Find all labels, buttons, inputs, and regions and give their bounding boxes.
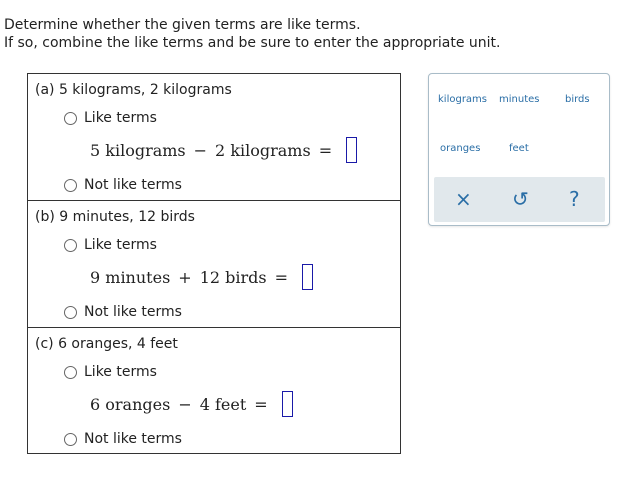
unit-birds-button[interactable]: birds bbox=[565, 94, 590, 105]
expression bbox=[90, 391, 293, 417]
equals-sign: = bbox=[318, 140, 333, 160]
like-terms-option[interactable] bbox=[64, 110, 157, 126]
instruction-line-2: If so, combine the like terms and be sure to enter the appropriate unit. bbox=[4, 35, 501, 51]
help-icon[interactable]: ? bbox=[569, 187, 580, 211]
option-label: Like terms bbox=[84, 237, 157, 253]
not-like-terms-option[interactable] bbox=[64, 304, 182, 320]
part-a bbox=[28, 74, 400, 201]
answer-input[interactable] bbox=[346, 137, 357, 163]
radio-button[interactable] bbox=[64, 366, 77, 379]
like-terms-option[interactable] bbox=[64, 364, 157, 380]
radio-button[interactable] bbox=[64, 179, 77, 192]
part-title: (c) 6 oranges, 4 feet bbox=[35, 336, 178, 352]
like-terms-option[interactable] bbox=[64, 237, 157, 253]
option-label: Like terms bbox=[84, 110, 157, 126]
expression-right: 4 feet bbox=[199, 394, 247, 414]
unit-oranges-button[interactable]: oranges bbox=[440, 143, 481, 154]
unit-minutes-button[interactable]: minutes bbox=[499, 94, 540, 105]
operator: − bbox=[178, 394, 192, 414]
instructions bbox=[4, 16, 501, 52]
answer-input[interactable] bbox=[302, 264, 313, 290]
expression-left: 6 oranges bbox=[90, 394, 171, 414]
option-label: Not like terms bbox=[84, 177, 182, 193]
unit-feet-button[interactable]: feet bbox=[509, 143, 529, 154]
radio-button[interactable] bbox=[64, 306, 77, 319]
radio-button[interactable] bbox=[64, 239, 77, 252]
expression-right: 12 birds bbox=[199, 267, 267, 287]
not-like-terms-option[interactable] bbox=[64, 177, 182, 193]
expression bbox=[90, 137, 357, 163]
expression-right: 2 kilograms bbox=[215, 140, 311, 160]
operator: + bbox=[178, 267, 192, 287]
answer-input[interactable] bbox=[282, 391, 293, 417]
undo-icon[interactable]: ↺ bbox=[512, 187, 529, 211]
part-title: (b) 9 minutes, 12 birds bbox=[35, 209, 195, 225]
radio-button[interactable] bbox=[64, 112, 77, 125]
option-label: Not like terms bbox=[84, 431, 182, 447]
expression-left: 9 minutes bbox=[90, 267, 171, 287]
part-b bbox=[28, 200, 400, 328]
question-box bbox=[27, 73, 401, 454]
part-title: (a) 5 kilograms, 2 kilograms bbox=[35, 82, 232, 98]
expression-left: 5 kilograms bbox=[90, 140, 186, 160]
equals-sign: = bbox=[274, 267, 288, 287]
option-label: Not like terms bbox=[84, 304, 182, 320]
clear-icon[interactable]: × bbox=[455, 187, 472, 211]
not-like-terms-option[interactable] bbox=[64, 431, 182, 447]
unit-kilograms-button[interactable]: kilograms bbox=[438, 94, 488, 105]
radio-button[interactable] bbox=[64, 433, 77, 446]
unit-palette bbox=[428, 73, 610, 226]
operator: − bbox=[193, 140, 208, 160]
part-c bbox=[28, 327, 400, 454]
equals-sign: = bbox=[254, 394, 268, 414]
instruction-line-1: Determine whether the given terms are like terms. bbox=[4, 17, 361, 33]
option-label: Like terms bbox=[84, 364, 157, 380]
palette-toolbar bbox=[434, 177, 605, 222]
expression bbox=[90, 264, 313, 290]
